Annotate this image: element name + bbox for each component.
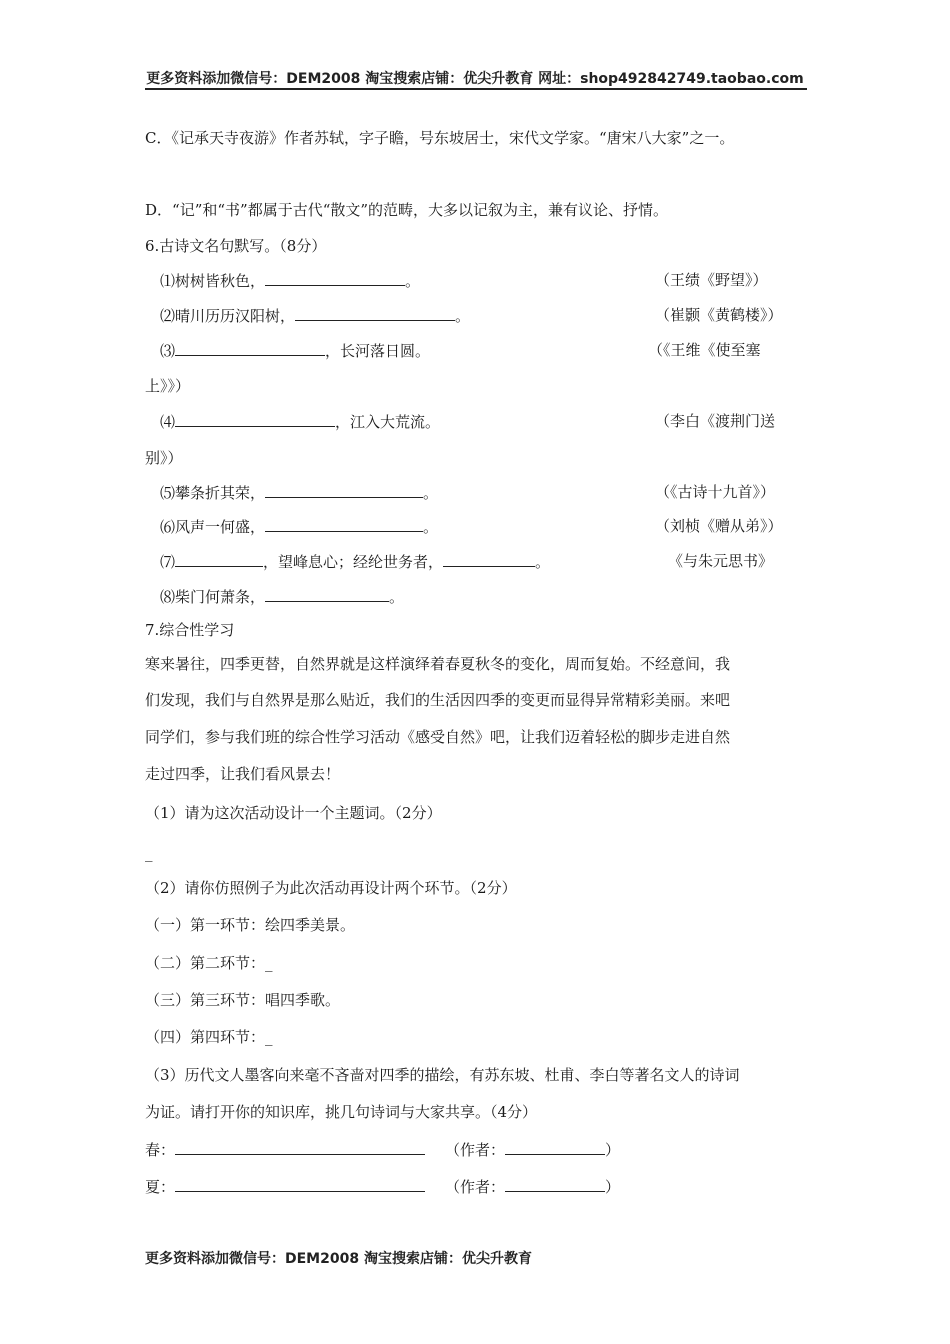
q6-2-blank[interactable] <box>295 305 455 321</box>
spring-poem-blank[interactable] <box>175 1139 425 1155</box>
q6-line-4 <box>160 411 440 432</box>
q6-1-source: （王绩《野望》） <box>655 271 768 289</box>
summer-author-label: （作者： <box>445 1178 506 1196</box>
q6-6-source: （刘桢《赠从弟》） <box>655 517 783 535</box>
q7-sub-2: （2）请你仿照例子为此次活动再设计两个环节。（2分） <box>145 879 517 897</box>
q6-line-8 <box>160 586 404 607</box>
q6-4-suffix: ，江入大荒流。 <box>335 413 441 431</box>
q6-3-blank[interactable] <box>175 340 325 356</box>
q6-5-suffix: 。 <box>423 484 439 502</box>
q6-line-3 <box>160 340 430 361</box>
q6-line-6 <box>160 516 438 537</box>
q6-4-source: （李白《渡荆门送 <box>655 412 776 430</box>
q6-7-suffix: 。 <box>535 553 551 571</box>
q6-3-source: （《王维《使至塞 <box>648 341 761 359</box>
summer-poem-blank[interactable] <box>175 1176 425 1192</box>
q6-2-prefix: ⑵晴川历历汉阳树， <box>160 307 296 325</box>
q6-7-blank-1[interactable] <box>175 551 263 567</box>
summer-author-row <box>445 1176 620 1197</box>
q6-7-blank-2[interactable] <box>443 551 535 567</box>
q6-5-source: （《古诗十九首》） <box>655 483 776 501</box>
q6-6-suffix: 。 <box>423 518 439 536</box>
q6-line-1 <box>160 270 420 291</box>
q6-3-suffix: ，长河落日圆。 <box>325 342 431 360</box>
page-footer: 更多资料添加微信号：DEM2008 淘宝搜索店铺：优尖升教育 <box>145 1251 532 1267</box>
q6-2-suffix: 。 <box>455 307 471 325</box>
q6-line-5 <box>160 482 438 503</box>
step-2[interactable]: （二）第二环节：_ <box>145 954 273 972</box>
header-rule <box>145 88 807 90</box>
page-header: 更多资料添加微信号：DEM2008 淘宝搜索店铺：优尖升教育 网址：shop492842749.taobao.com <box>146 71 804 87</box>
spring-author-blank[interactable] <box>505 1139 605 1155</box>
spring-author-label: （作者： <box>445 1141 506 1159</box>
q6-8-suffix: 。 <box>389 588 405 606</box>
q6-2-source: （崔颢《黄鹤楼》） <box>655 306 783 324</box>
spring-label: 春： <box>145 1141 176 1159</box>
q7-paragraph-line-3: 同学们，参与我们班的综合性学习活动《感受自然》吧，让我们迈着轻松的脚步走进自然 <box>145 728 731 746</box>
q6-7-prefix: ⑺ <box>160 553 176 571</box>
q6-5-blank[interactable] <box>265 482 423 498</box>
q6-4-source-cont: 别》） <box>145 449 183 467</box>
q6-1-suffix: 。 <box>405 272 421 290</box>
q6-3-prefix: ⑶ <box>160 342 176 360</box>
question-7-title: 7.综合性学习 <box>145 621 235 639</box>
q6-4-blank[interactable] <box>175 411 335 427</box>
q7-sub-3-line-1: （3）历代文人墨客向来毫不吝啬对四季的描绘，有苏东坡、杜甫、李白等著名文人的诗词 <box>145 1066 740 1084</box>
q6-6-blank[interactable] <box>265 516 423 532</box>
q6-line-2 <box>160 305 470 326</box>
q7-paragraph-line-4: 走过四季，让我们看风景去！ <box>145 765 341 783</box>
season-spring-row <box>145 1139 425 1160</box>
q6-6-prefix: ⑹风声一何盛， <box>160 518 266 536</box>
step-4[interactable]: （四）第四环节：_ <box>145 1028 273 1046</box>
q6-1-blank[interactable] <box>265 270 405 286</box>
step-1: （一）第一环节：绘四季美景。 <box>145 916 356 934</box>
step-3: （三）第三环节：唱四季歌。 <box>145 991 341 1009</box>
season-summer-row <box>145 1176 425 1197</box>
summer-close: ） <box>605 1178 621 1196</box>
q6-3-source-cont: 上》》） <box>145 377 191 395</box>
q7-paragraph-line-1: 寒来暑往，四季更替，自然界就是这样演绎着春夏秋冬的变化，周而复始。不经意间，我 <box>145 655 731 673</box>
q6-5-prefix: ⑸攀条折其荣， <box>160 484 266 502</box>
q6-8-blank[interactable] <box>265 586 389 602</box>
q6-4-prefix: ⑷ <box>160 413 176 431</box>
q7-paragraph-line-2: 们发现，我们与自然界是那么贴近，我们的生活因四季的变更而显得异常精彩美丽。来吧 <box>145 691 731 709</box>
option-d: D．“记”和“书”都属于古代“散文”的范畴，大多以记叙为主，兼有议论、抒情。 <box>145 201 669 219</box>
q6-8-prefix: ⑻柴门何萧条， <box>160 588 266 606</box>
spring-close: ） <box>605 1141 621 1159</box>
option-c: C．《记承天寺夜游》作者苏轼，字子瞻，号东坡居士，宋代文学家。“唐宋八大家”之一。 <box>145 129 735 147</box>
q7-sub-3-line-2: 为证。请打开你的知识库，挑几句诗词与大家共享。（4分） <box>145 1103 538 1121</box>
q6-7-source: 《与朱元思书》 <box>668 552 774 570</box>
summer-author-blank[interactable] <box>505 1176 605 1192</box>
question-6-title: 6.古诗文名句默写。（8分） <box>145 237 327 255</box>
q6-line-7 <box>160 551 550 572</box>
q6-1-prefix: ⑴树树皆秋色， <box>160 272 266 290</box>
q7-sub-1: （1）请为这次活动设计一个主题词。（2分） <box>145 804 442 822</box>
q7-sub-1-answer[interactable]: _ <box>145 844 153 862</box>
summer-label: 夏： <box>145 1178 176 1196</box>
q6-7-middle: ，望峰息心；经纶世务者， <box>263 553 444 571</box>
spring-author-row <box>445 1139 620 1160</box>
